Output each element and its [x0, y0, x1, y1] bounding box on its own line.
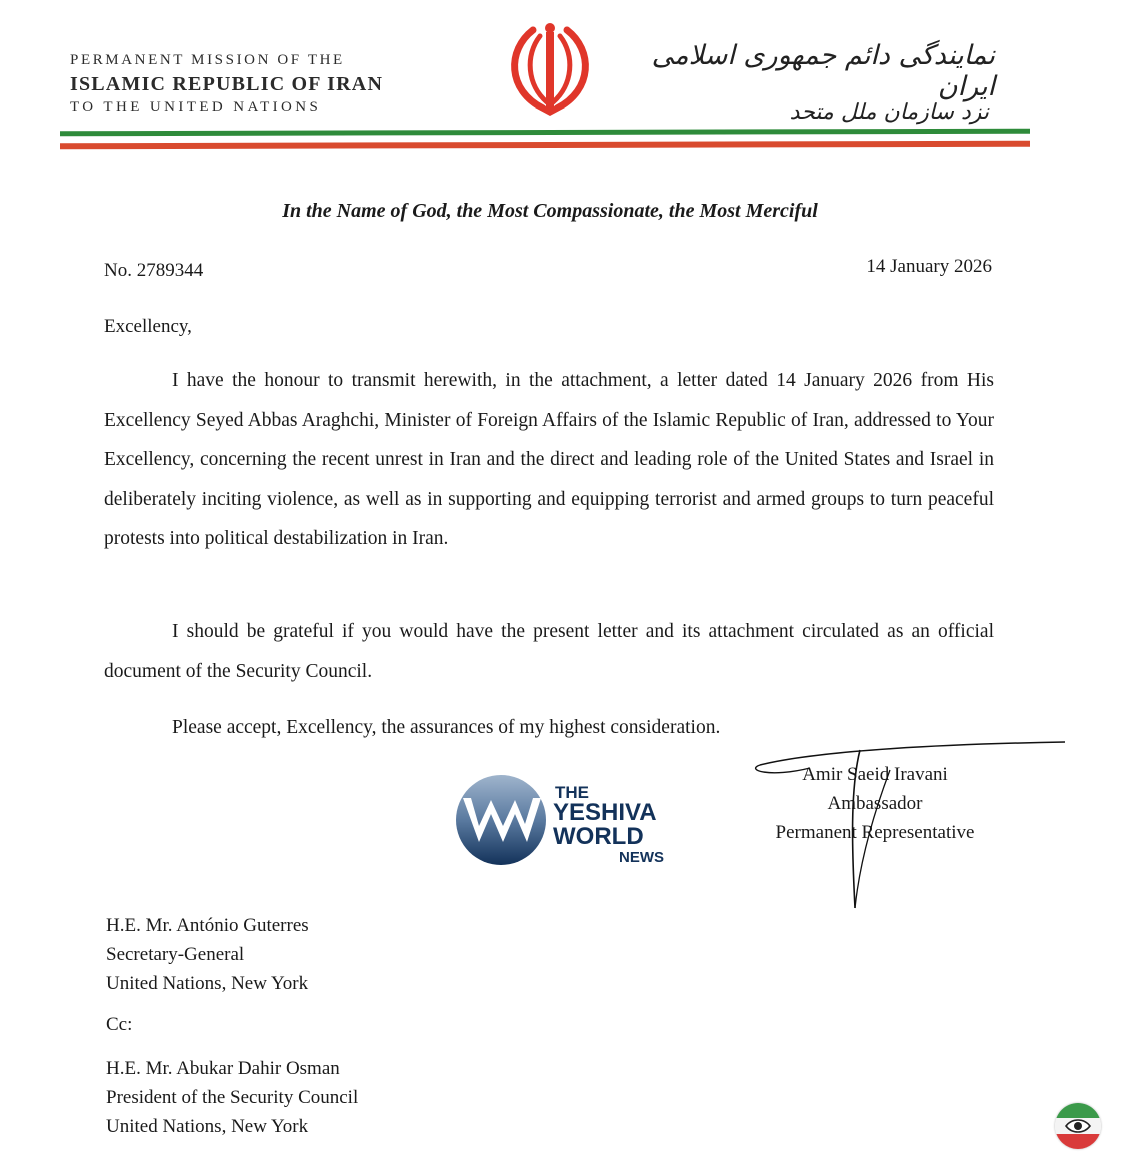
letterhead-line-2: ISLAMIC REPUBLIC OF IRAN — [70, 73, 384, 95]
invocation: In the Name of God, the Most Compassionate, the Most Merciful — [282, 200, 818, 222]
recipient-location: United Nations, New York — [106, 973, 309, 994]
cc-location: United Nations, New York — [106, 1116, 309, 1137]
iran-emblem-icon — [495, 20, 605, 120]
letterhead-line-1: PERMANENT MISSION OF THE — [70, 52, 345, 68]
cc-name: H.E. Mr. Abukar Dahir Osman — [106, 1058, 340, 1079]
cc-title: President of the Security Council — [106, 1087, 359, 1108]
yeshiva-world-news-logo-icon — [455, 770, 675, 870]
logo-text-yeshiva: YESHIVA — [553, 799, 657, 826]
logo-text-news: NEWS — [619, 849, 664, 866]
letter-date: 14 January 2026 — [866, 256, 992, 277]
persian-line-2: نزد سازمان ملل متحد — [789, 100, 989, 125]
recipient-address — [106, 911, 309, 998]
persian-line-1: نمایندگی دائم جمهوری اسلامی ایران — [651, 40, 995, 102]
salutation: Excellency, — [104, 316, 192, 337]
logo-text-world: WORLD — [553, 823, 644, 850]
paragraph-1: I have the honour to transmit herewith, in the attachment, a letter dated 14 January 2026 from His Excellency Seyed Abbas Araghchi, Minister of Foreign Affairs of the Islamic Republic of Iran, addressed to Your Excellency, concerning the recent unrest in Iran and the direct and leading role of the United States and Israel in deliberately inciting violence, as well as in supporting and equipping terrorist and armed groups to turn peaceful protests into political destabilization in Iran. — [104, 370, 994, 549]
cc-label: Cc: — [106, 1014, 133, 1035]
signatory-title: Ambassador — [827, 793, 923, 814]
signatory-name: Amir Saeid Iravani — [802, 764, 948, 785]
paragraph-2: I should be grateful if you would have the present letter and its attachment circulated as an official document of the Security Council. — [104, 621, 994, 682]
recipient-name: H.E. Mr. António Guterres — [106, 915, 309, 936]
yeshiva-world-news-logo — [455, 770, 675, 870]
signature-block — [740, 760, 1010, 847]
letterhead-persian — [650, 40, 995, 125]
paragraph-3: Please accept, Excellency, the assurances of my highest consideration. — [172, 717, 721, 738]
logo-text-the: THE — [555, 783, 589, 802]
green-divider — [60, 129, 1030, 137]
recipient-title: Secretary-General — [106, 944, 245, 965]
letterhead-english — [70, 52, 383, 116]
red-divider — [60, 141, 1030, 150]
iran-flag-eye-icon — [1055, 1103, 1101, 1149]
reference-number: No. 2789344 — [104, 260, 204, 281]
cc-address — [106, 1054, 358, 1141]
letterhead-line-3: TO THE UNITED NATIONS — [70, 99, 322, 115]
signatory-role: Permanent Representative — [775, 822, 975, 843]
